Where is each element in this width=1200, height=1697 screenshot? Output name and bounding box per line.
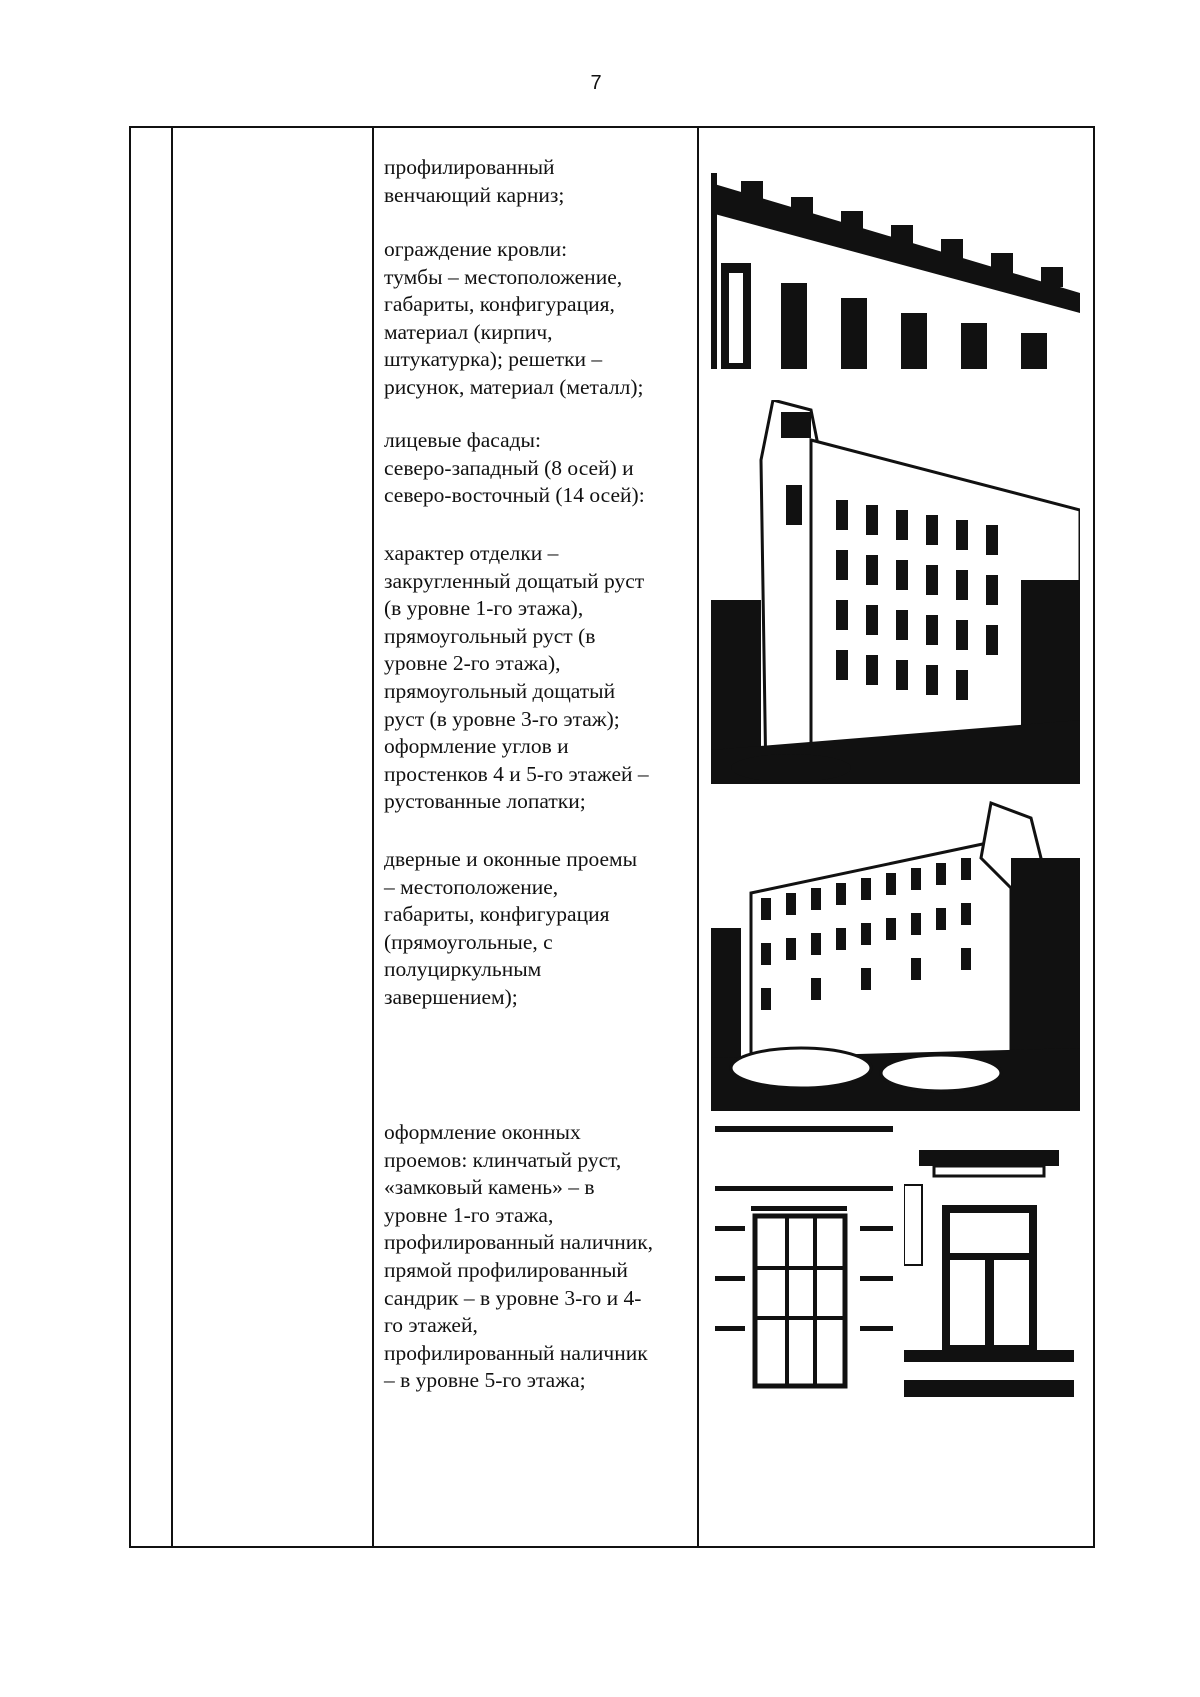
window-detail-photo-right [904, 1145, 1074, 1397]
column-divider-1 [171, 128, 173, 1546]
column-divider-3 [697, 128, 699, 1546]
roof-cornice-photo [711, 173, 1080, 369]
street-facade-photo [711, 798, 1080, 1111]
corner-facade-photo [711, 400, 1080, 784]
text-block-window-trim: оформление оконных проемов: клинчатый руст, «замковый камень» – в уровне 1-го этажа, профилированный наличник, прямой профилированный сандрик – в уровне 3-го и 4- го этажей, профилированный наличник – в уровне 5-го этажа; [384, 1120, 654, 1393]
column-divider-2 [372, 128, 374, 1546]
page-number: 7 [590, 72, 602, 94]
text-block-roof-fence: ограждение кровли: тумбы – местоположение, габариты, конфигурация, материал (кирпич, штукатурка); решетки – рисунок, материал (металл); [384, 237, 644, 399]
text-block-cornice: профилированный венчающий карниз; [384, 155, 565, 207]
window-detail-photo-left [715, 1126, 893, 1402]
text-block-openings: дверные и оконные проемы – местоположение, габариты, конфигурация (прямоугольные, с полуциркульным завершением); [384, 847, 638, 1009]
description-column [384, 154, 694, 1395]
text-block-facades: лицевые фасады: северо-западный (8 осей) и северо-восточный (14 осей): [384, 428, 645, 508]
text-block-finish: характер отделки – закругленный дощатый руст (в уровне 1-го этажа), прямоугольный руст (в уровне 2-го этажа), прямоугольный дощатый руст (в уровне 3-го этаж); оформление углов и простенков 4 и 5-го этажей – рустованные лопатки; [384, 541, 649, 814]
